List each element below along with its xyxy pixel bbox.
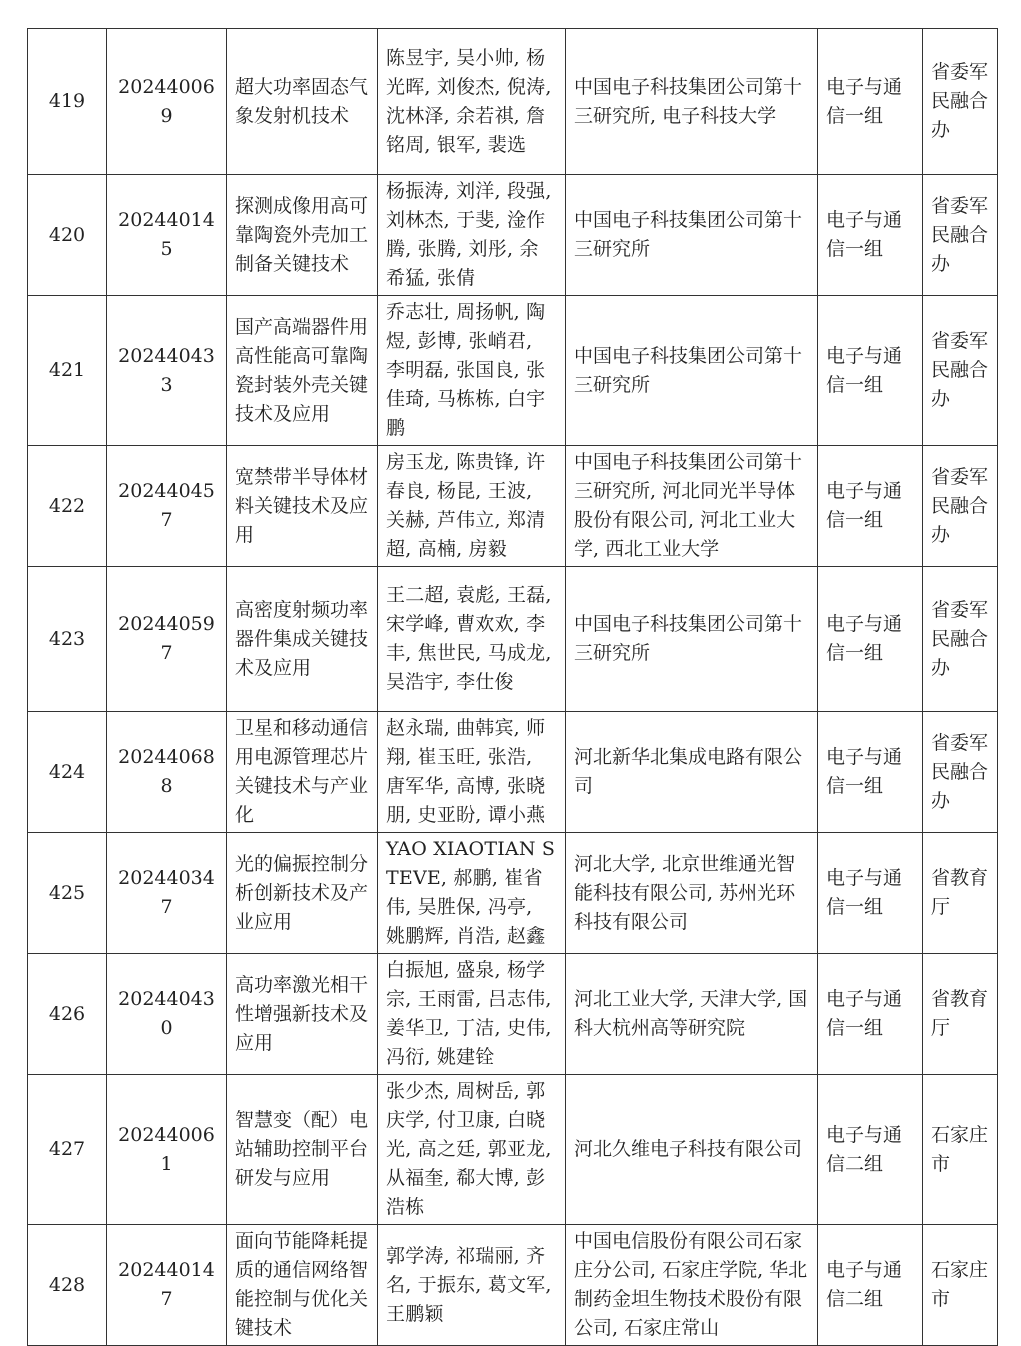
row-number-cell: 426 [28,954,107,1075]
review-group-cell: 电子与通信二组 [818,1225,923,1346]
recommending-unit-cell: 省委军民融合办 [923,446,998,567]
table-row [28,175,998,296]
organization-cell: 河北工业大学, 天津大学, 国科大杭州高等研究院 [566,954,818,1075]
review-group-cell: 电子与通信二组 [818,1075,923,1225]
table-row [28,833,998,954]
project-id-cell: 202440430 [107,954,227,1075]
member-names-cell: 赵永瑞, 曲韩宾, 师翔, 崔玉旺, 张浩, 唐军华, 高博, 张晓朋, 史亚盼, 谭小燕 [378,712,566,833]
table-row [28,712,998,833]
project-id-cell: 202440069 [107,29,227,175]
recommending-unit-cell: 省委军民融合办 [923,29,998,175]
project-name-cell: 智慧变（配）电站辅助控制平台研发与应用 [227,1075,378,1225]
table-row [28,954,998,1075]
project-id-cell: 202440145 [107,175,227,296]
review-group-cell: 电子与通信一组 [818,833,923,954]
member-names-cell: YAO XIAOTIAN STEVE, 郝鹏, 崔省伟, 吴胜保, 冯亭, 姚鹏辉, 肖浩, 赵鑫 [378,833,566,954]
table-row [28,296,998,446]
project-name-cell: 超大功率固态气象发射机技术 [227,29,378,175]
project-name-cell: 探测成像用高可靠陶瓷外壳加工制备关键技术 [227,175,378,296]
row-number-cell: 419 [28,29,107,175]
project-id-cell: 202440688 [107,712,227,833]
row-number-cell: 427 [28,1075,107,1225]
organization-cell: 河北久维电子科技有限公司 [566,1075,818,1225]
review-group-cell: 电子与通信一组 [818,29,923,175]
member-names-cell: 张少杰, 周树岳, 郭庆学, 付卫康, 白晓光, 高之廷, 郭亚龙, 从福奎, 郗大博, 彭浩栋 [378,1075,566,1225]
review-group-cell: 电子与通信一组 [818,567,923,712]
table-body [28,29,998,1346]
table-row [28,1225,998,1346]
recommending-unit-cell: 石家庄市 [923,1225,998,1346]
project-name-cell: 国产高端器件用高性能高可靠陶瓷封装外壳关键技术及应用 [227,296,378,446]
table-row [28,1075,998,1225]
organization-cell: 中国电子科技集团公司第十三研究所, 河北同光半导体股份有限公司, 河北工业大学, 西北工业大学 [566,446,818,567]
recommending-unit-cell: 省委军民融合办 [923,712,998,833]
row-number-cell: 423 [28,567,107,712]
member-names-cell: 陈昱宇, 吴小帅, 杨光晖, 刘俊杰, 倪涛, 沈林泽, 余若祺, 詹铭周, 银军, 裴选 [378,29,566,175]
review-group-cell: 电子与通信一组 [818,954,923,1075]
recommending-unit-cell: 省委军民融合办 [923,567,998,712]
organization-cell: 中国电子科技集团公司第十三研究所, 电子科技大学 [566,29,818,175]
project-name-cell: 面向节能降耗提质的通信网络智能控制与优化关键技术 [227,1225,378,1346]
row-number-cell: 424 [28,712,107,833]
member-names-cell: 房玉龙, 陈贵锋, 许春良, 杨昆, 王波, 关赫, 芦伟立, 郑清超, 高楠, 房毅 [378,446,566,567]
table-row [28,567,998,712]
member-names-cell: 杨振涛, 刘洋, 段强, 刘林杰, 于斐, 淦作腾, 张腾, 刘彤, 余希猛, 张倩 [378,175,566,296]
review-group-cell: 电子与通信一组 [818,175,923,296]
table-row [28,446,998,567]
organization-cell: 中国电子科技集团公司第十三研究所 [566,567,818,712]
recommending-unit-cell: 省教育厅 [923,833,998,954]
member-names-cell: 白振旭, 盛泉, 杨学宗, 王雨雷, 吕志伟, 姜华卫, 丁洁, 史伟, 冯衍, 姚建铨 [378,954,566,1075]
member-names-cell: 郭学涛, 祁瑞丽, 齐名, 于振东, 葛文军, 王鹏颖 [378,1225,566,1346]
review-group-cell: 电子与通信一组 [818,712,923,833]
row-number-cell: 421 [28,296,107,446]
project-id-cell: 202440457 [107,446,227,567]
organization-cell: 中国电信股份有限公司石家庄分公司, 石家庄学院, 华北制药金坦生物技术股份有限公司, 石家庄常山 [566,1225,818,1346]
organization-cell: 中国电子科技集团公司第十三研究所 [566,296,818,446]
member-names-cell: 王二超, 袁彪, 王磊, 宋学峰, 曹欢欢, 李丰, 焦世民, 马成龙, 吴浩宇, 李仕俊 [378,567,566,712]
recommending-unit-cell: 省教育厅 [923,954,998,1075]
row-number-cell: 428 [28,1225,107,1346]
award-table [27,28,998,1346]
project-id-cell: 202440061 [107,1075,227,1225]
recommending-unit-cell: 省委军民融合办 [923,296,998,446]
row-number-cell: 422 [28,446,107,567]
project-name-cell: 卫星和移动通信用电源管理芯片关键技术与产业化 [227,712,378,833]
organization-cell: 河北大学, 北京世维通光智能科技有限公司, 苏州光环科技有限公司 [566,833,818,954]
project-name-cell: 光的偏振控制分析创新技术及产业应用 [227,833,378,954]
member-names-cell: 乔志壮, 周扬帆, 陶煜, 彭博, 张峭君, 李明磊, 张国良, 张佳琦, 马栋栋, 白宇鹏 [378,296,566,446]
row-number-cell: 420 [28,175,107,296]
project-id-cell: 202440433 [107,296,227,446]
project-name-cell: 宽禁带半导体材料关键技术及应用 [227,446,378,567]
project-id-cell: 202440347 [107,833,227,954]
project-id-cell: 202440147 [107,1225,227,1346]
row-number-cell: 425 [28,833,107,954]
project-name-cell: 高功率激光相干性增强新技术及应用 [227,954,378,1075]
organization-cell: 中国电子科技集团公司第十三研究所 [566,175,818,296]
recommending-unit-cell: 省委军民融合办 [923,175,998,296]
table-row [28,29,998,175]
organization-cell: 河北新华北集成电路有限公司 [566,712,818,833]
review-group-cell: 电子与通信一组 [818,296,923,446]
project-name-cell: 高密度射频功率器件集成关键技术及应用 [227,567,378,712]
project-id-cell: 202440597 [107,567,227,712]
document-page [27,28,998,1346]
recommending-unit-cell: 石家庄市 [923,1075,998,1225]
review-group-cell: 电子与通信一组 [818,446,923,567]
